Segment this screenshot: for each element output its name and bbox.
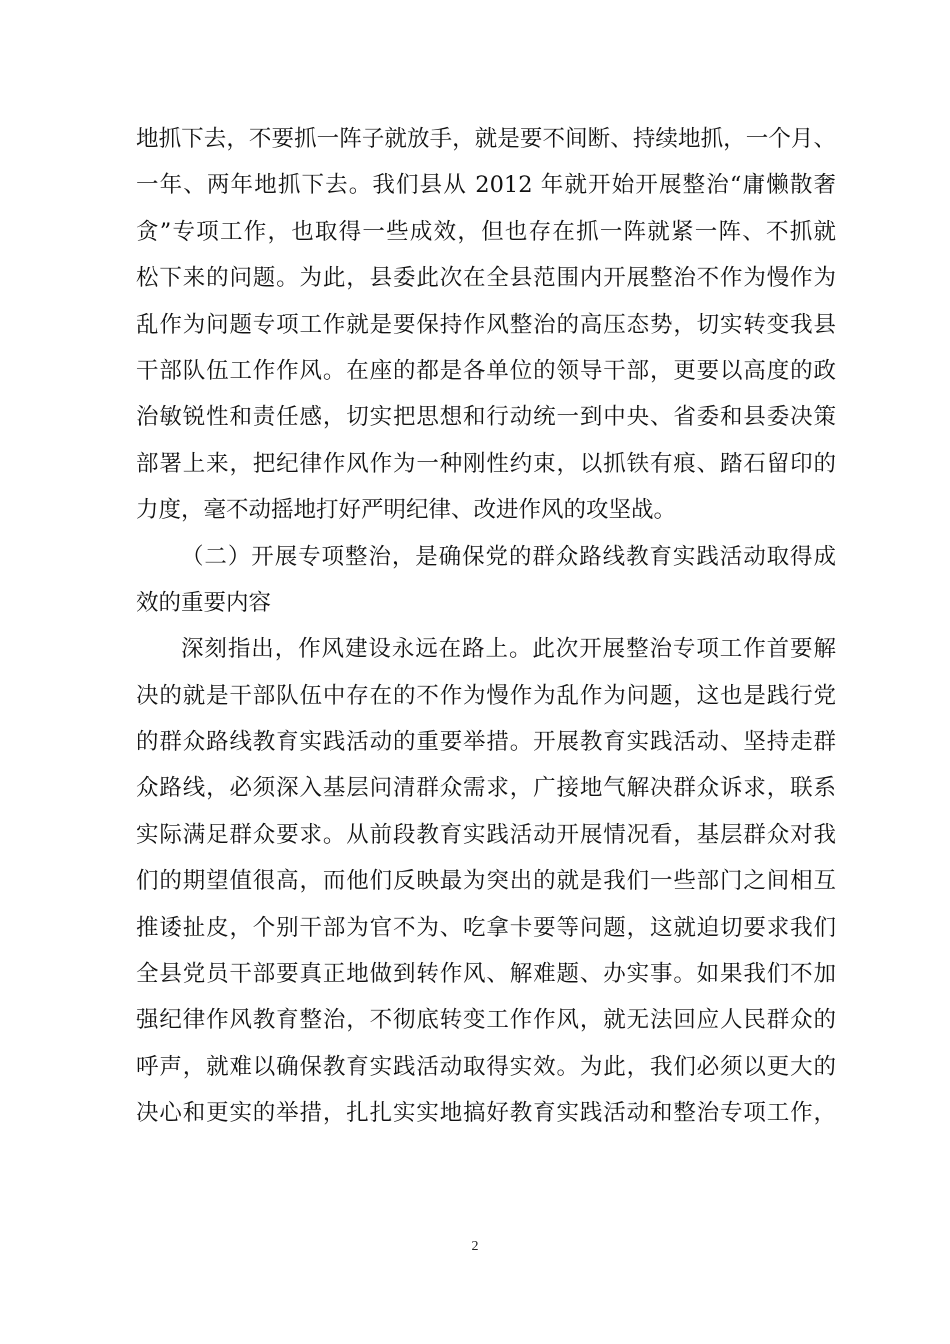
text-line: 呼声，就难以确保教育实践活动取得实效。为此，我们必须以更大的 (136, 1053, 836, 1080)
text-line: 地抓下去，不要抓一阵子就放手，就是要不间断、持续地抓，一个月、 (136, 126, 836, 152)
text-line: 强纪律作风教育整治，不彻底转变工作作风，就无法回应人民群众的 (136, 1007, 836, 1034)
text-line: 治敏锐性和责任感，切实把思想和行动统一到中央、省委和县委决策 (136, 404, 836, 431)
text-line: 深刻指出，作风建设永远在路上。此次开展整治专项工作首要解 (181, 636, 836, 663)
body-text (136, 116, 836, 1137)
section-heading: （二）开展专项整治，是确保党的群众路线教育实践活动取得成 (181, 543, 836, 570)
text-line: 一年、两年地抓下去。我们县从 2012 年就开始开展整治“庸懒散奢 (136, 172, 836, 199)
text-line: 推诿扯皮，个别干部为官不为、吃拿卡要等问题，这就迫切要求我们 (136, 914, 836, 941)
text-line: 实际满足群众要求。从前段教育实践活动开展情况看，基层群众对我 (136, 821, 836, 848)
text-line: 们的期望值很高，而他们反映最为突出的就是我们一些部门之间相互 (136, 868, 836, 895)
text-line: 众路线，必须深入基层问清群众需求，广接地气解决群众诉求，联系 (136, 775, 836, 802)
text-line: 力度，毫不动摇地打好严明纪律、改进作风的攻坚战。 (136, 497, 677, 524)
section-heading: 效的重要内容 (136, 589, 272, 616)
text-line: 部署上来，把纪律作风作为一种刚性约束，以抓铁有痕、踏石留印的 (136, 450, 836, 477)
text-line: 松下来的问题。为此，县委此次在全县范围内开展整治不作为慢作为 (136, 265, 836, 292)
text-line: 决心和更实的举措，扎扎实实地搞好教育实践活动和整治专项工作， (136, 1100, 836, 1127)
text-line: 干部队伍工作作风。在座的都是各单位的领导干部，更要以高度的政 (136, 357, 836, 384)
text-line: 贪”专项工作，也取得一些成效，但也存在抓一阵就紧一阵、不抓就 (136, 218, 836, 245)
text-line: 的群众路线教育实践活动的重要举措。开展教育实践活动、坚持走群 (136, 729, 836, 756)
text-line: 乱作为问题专项工作就是要保持作风整治的高压态势，切实转变我县 (136, 311, 836, 338)
page-number: 2 (471, 1239, 479, 1254)
text-line: 全县党员干部要真正地做到转作风、解难题、办实事。如果我们不加 (136, 961, 836, 988)
text-line: 决的就是干部队伍中存在的不作为慢作为乱作为问题，这也是践行党 (136, 682, 836, 709)
